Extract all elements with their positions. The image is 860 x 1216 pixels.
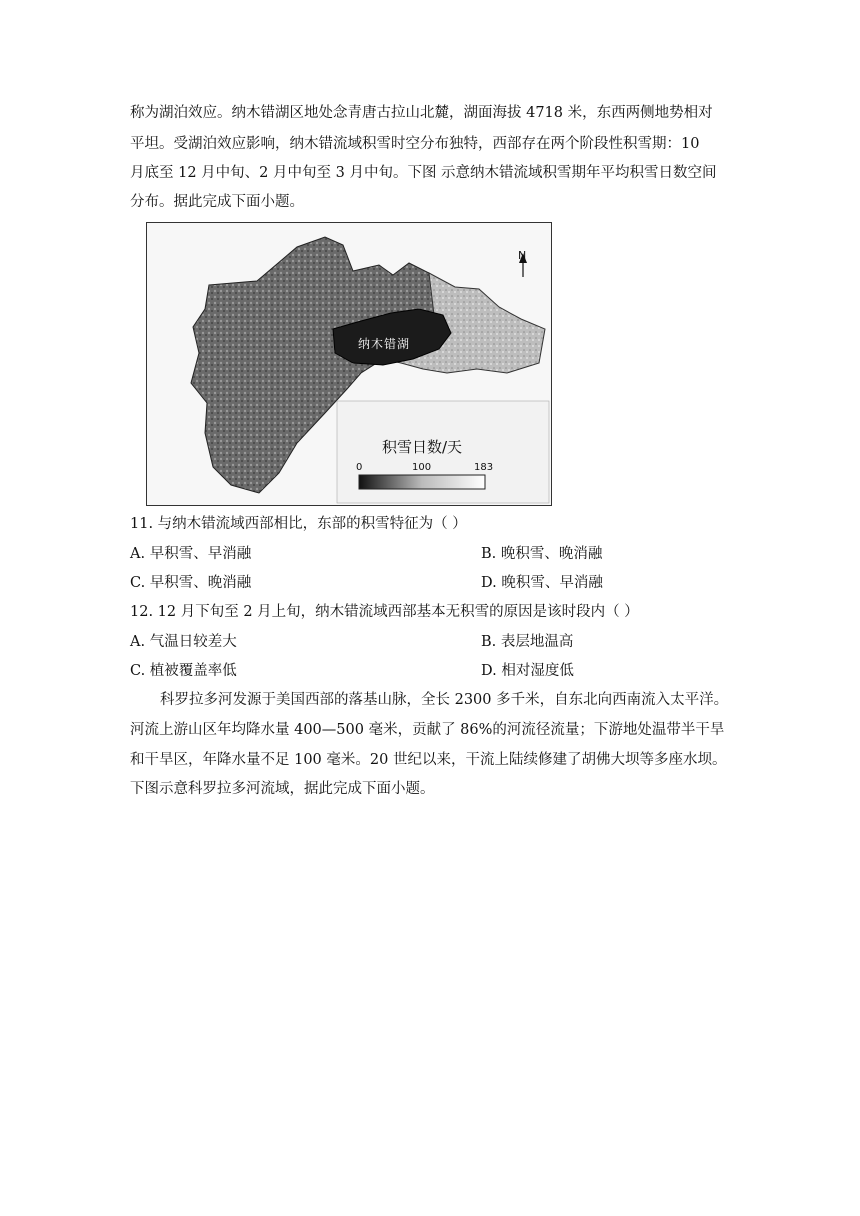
passage2-line-3: 和干旱区，年降水量不足 100 毫米。20 世纪以来，干流上陆续修建了胡佛大坝等多座水坝。 — [130, 752, 727, 768]
north-label: N — [518, 249, 527, 262]
legend-tick-max: 183 — [474, 462, 494, 473]
question-11-option-a[interactable]: A. 早积雪、早消融 — [130, 546, 252, 562]
legend-tick-min: 0 — [356, 462, 363, 473]
legend-tick-mid: 100 — [412, 462, 432, 473]
passage2-line-2: 河流上游山区年均降水量 400—500 毫米，贡献了 86%的河流径流量；下游地处温带半干旱 — [130, 722, 725, 738]
question-11-option-c[interactable]: C. 早积雪、晚消融 — [130, 575, 252, 591]
passage2-line-1: 科罗拉多河发源于美国西部的落基山脉，全长 2300 多千米，自东北向西南流入太平洋。 — [160, 692, 729, 708]
passage1-line-3: 月底至 12 月中旬、2 月中旬至 3 月中旬。下图 示意纳木错流域积雪期年平均积雪日数空间 — [130, 165, 717, 181]
passage1-line-2: 平坦。受湖泊效应影响，纳木错流域积雪时空分布独特，西部存在两个阶段性积雪期：10 — [130, 136, 700, 152]
passage1-line-4: 分布。据此完成下面小题。 — [130, 194, 304, 210]
question-12-option-b[interactable]: B. 表层地温高 — [481, 634, 574, 650]
legend-title: 积雪日数/天 — [382, 438, 463, 456]
question-12-stem: 12. 12 月下旬至 2 月上旬，纳木错流域西部基本无积雪的原因是该时段内（ ） — [130, 604, 639, 620]
question-12-option-a[interactable]: A. 气温日较差大 — [130, 634, 237, 650]
question-11-stem: 11. 与纳木错流域西部相比，东部的积雪特征为（ ） — [130, 516, 467, 532]
passage2-line-4: 下图示意科罗拉多河流域，据此完成下面小题。 — [130, 781, 435, 797]
question-11-option-b[interactable]: B. 晚积雪、晚消融 — [481, 546, 603, 562]
question-12-option-d[interactable]: D. 相对湿度低 — [481, 663, 574, 679]
passage1-line-1: 称为湖泊效应。纳木错湖区地处念青唐古拉山北麓，湖面海拔 4718 米，东西两侧地势相对 — [130, 105, 713, 121]
lake-label: 纳木错湖 — [358, 337, 411, 351]
question-12-option-c[interactable]: C. 植被覆盖率低 — [130, 663, 237, 679]
question-11-option-d[interactable]: D. 晚积雪、早消融 — [481, 575, 603, 591]
